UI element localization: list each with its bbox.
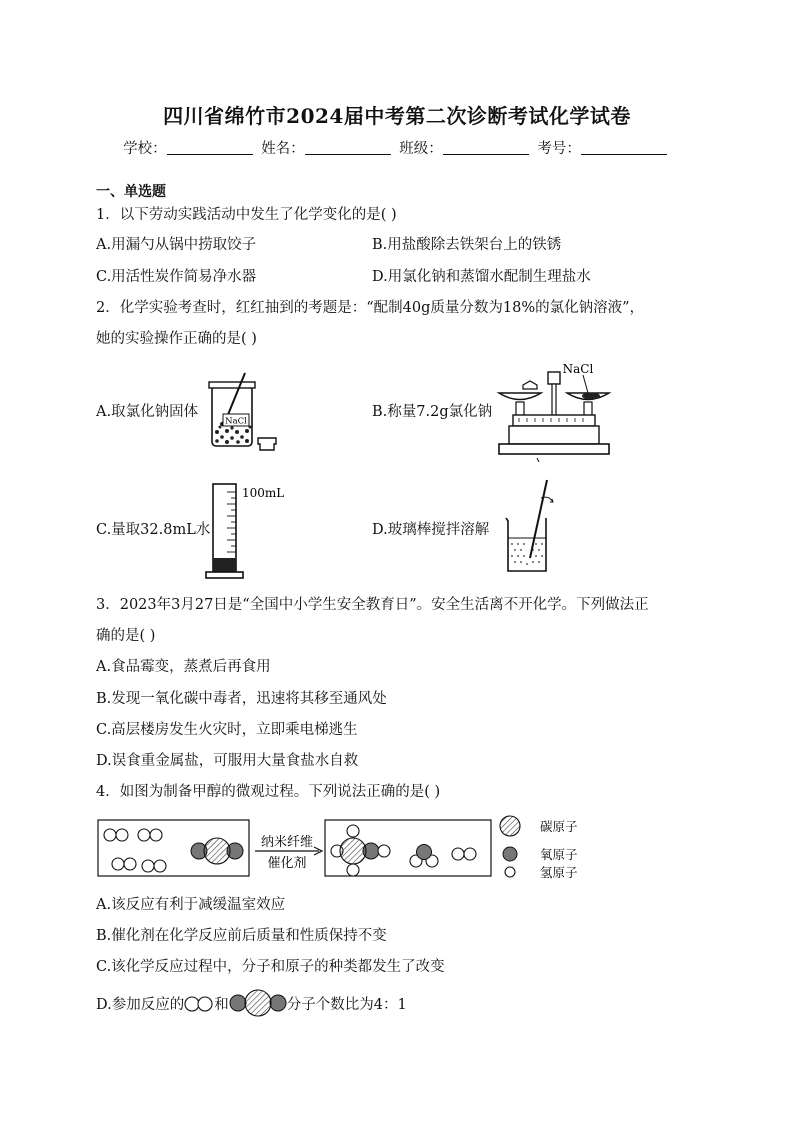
oxygen-atom-legend-icon [503, 847, 517, 861]
exam-number-label: 考号： [537, 141, 581, 157]
reagent-jar-figure [205, 370, 285, 460]
section-heading: 一、单选题 [96, 184, 166, 200]
class-blank[interactable] [443, 140, 529, 155]
question-2-stem-line1: 2．化学实验考查时，红红抽到的考题是：“配制40g质量分数为18%的氯化钠溶液”， [96, 300, 645, 316]
question-3-option-a[interactable]: A.食品霉变，蒸煮后再食用 [96, 659, 271, 675]
legend-carbon: 碳原子 [540, 819, 578, 834]
question-2-option-d[interactable]: D.玻璃棒搅拌溶解 [372, 522, 490, 538]
question-1-stem: 1．以下劳动实践活动中发生了化学变化的是( ) [96, 207, 397, 223]
reaction-diagram [96, 814, 596, 886]
cylinder-label: 100mL [242, 486, 285, 500]
hydrogen-molecule-icon [184, 993, 214, 1015]
question-1-option-c[interactable]: C.用活性炭作简易净水器 [96, 269, 257, 285]
question-4-option-c[interactable]: C.该化学反应过程中，分子和原子的种类都发生了改变 [96, 959, 445, 975]
question-4-option-d[interactable] [96, 990, 407, 1016]
question-2-option-b[interactable]: B.称量7.2g氯化钠 [372, 404, 493, 420]
name-label: 姓名： [261, 141, 305, 157]
legend-oxygen: 氧原子 [540, 847, 578, 862]
exam-number-blank[interactable] [581, 140, 667, 155]
graduated-cylinder-figure [205, 480, 285, 582]
question-2-option-c[interactable]: C.量取32.8mL水 [96, 522, 211, 538]
name-blank[interactable] [305, 140, 391, 155]
option-d-prefix: D.参加反应的 [96, 997, 185, 1013]
legend-hydrogen: 氢原子 [540, 865, 578, 880]
question-4-option-a[interactable]: A.该反应有利于减缓温室效应 [96, 897, 286, 913]
question-1-option-a[interactable]: A.用漏勺从锅中捞取饺子 [96, 237, 257, 253]
hydrogen-atom-legend-icon [505, 867, 515, 877]
option-d-middle: 和 [214, 997, 229, 1013]
question-3-stem-line1: 3．2023年3月27日是“全国中小学生安全教育日”。安全生活离不开化学。下列做法正 [96, 597, 649, 613]
question-3-option-c[interactable]: C.高层楼房发生火灾时，立即乘电梯逃生 [96, 722, 358, 738]
balance-label: NaCl [562, 362, 594, 376]
arrow-top-label: 纳米纤维 [260, 835, 314, 850]
question-1-option-b[interactable]: B.用盐酸除去铁架台上的铁锈 [372, 237, 562, 253]
question-4-option-b[interactable]: B.催化剂在化学反应前后质量和性质保持不变 [96, 928, 387, 944]
carbon-atom-legend-icon [500, 816, 520, 836]
school-label: 学校： [123, 141, 167, 157]
question-3-option-d[interactable]: D.误食重金属盐，可服用大量食盐水自救 [96, 753, 359, 769]
carbon-dioxide-molecule-icon [229, 990, 287, 1016]
question-4-stem: 4．如图为制备甲醇的微观过程。下列说法正确的是( ) [96, 784, 441, 800]
header-fields [0, 137, 794, 158]
question-2-stem-line2: 她的实验操作正确的是( ) [96, 331, 257, 347]
question-2-option-a[interactable]: A.取氯化钠固体 [96, 404, 199, 420]
question-3-stem-line2: 确的是( ) [96, 628, 156, 644]
arrow-bottom-label: 催化剂 [267, 856, 307, 871]
beaker-figure [500, 478, 560, 576]
page-title: 四川省绵竹市2024届中考第二次诊断考试化学试卷 [163, 104, 631, 128]
class-label: 班级： [399, 141, 443, 157]
option-d-suffix: 分子个数比为4：1 [286, 997, 407, 1013]
question-3-option-b[interactable]: B.发现一氧化碳中毒者，迅速将其移至通风处 [96, 691, 387, 707]
balance-figure [495, 360, 615, 465]
jar-label: NaCl [225, 416, 247, 427]
question-1-option-d[interactable]: D.用氯化钠和蒸馏水配制生理盐水 [372, 269, 591, 285]
school-blank[interactable] [167, 140, 253, 155]
